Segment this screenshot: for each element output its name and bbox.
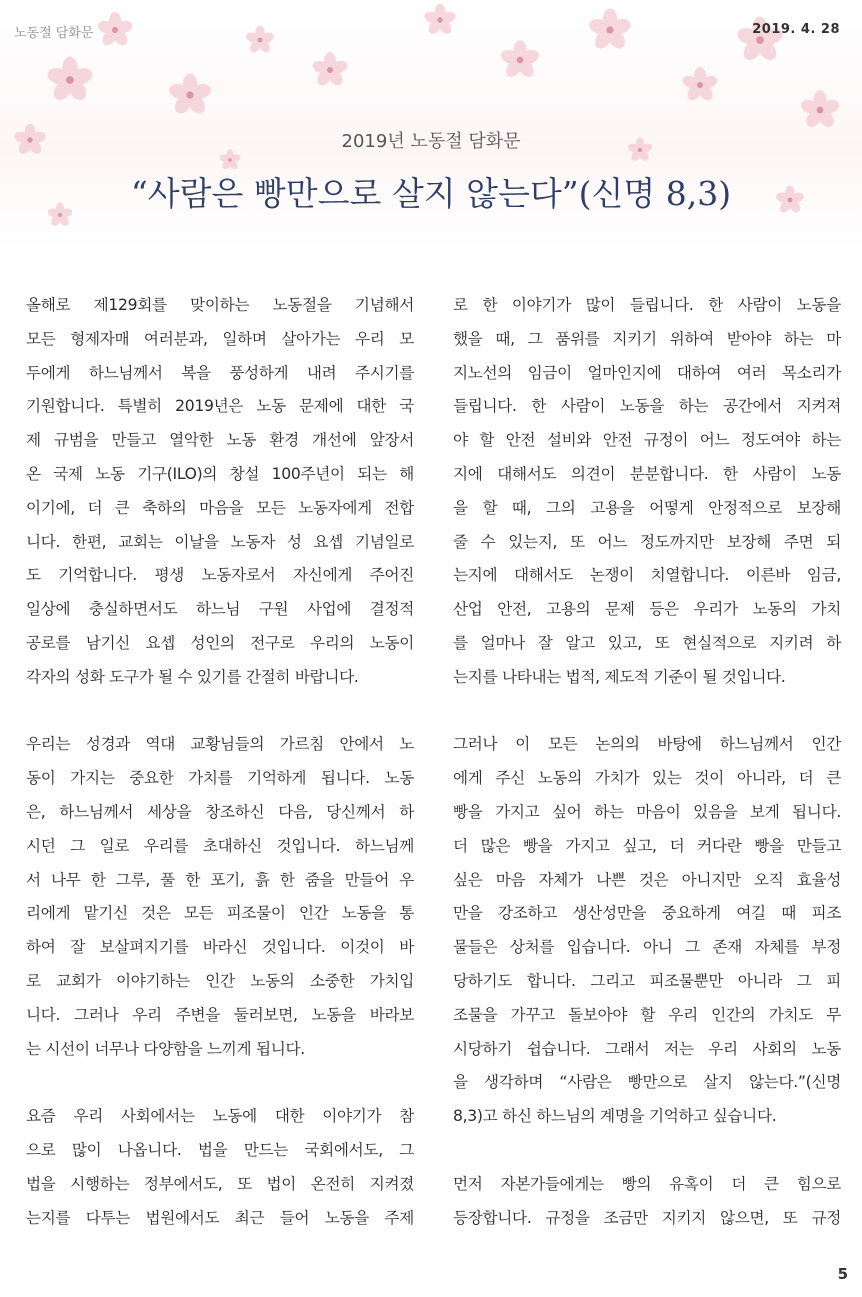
text-line: 두에게 하느님께서 복을 풍성하게 내려 주시기를 <box>26 363 414 382</box>
text-line: 시당하기 쉽습니다. 그래서 저는 우리 사회의 노동 <box>453 1039 841 1058</box>
text-line: 는 시선이 너무나 다양함을 느끼게 됩니다. <box>26 1039 305 1058</box>
text-line: 산업 안전, 고용의 문제 등은 우리가 노동의 가치 <box>453 600 841 619</box>
text-line: 을 할 때, 그의 고용을 어떻게 안정적으로 보장해 <box>453 498 841 517</box>
text-line: 줄 수 있는지, 또 어느 정도까지만 보장해 주면 되 <box>453 532 841 551</box>
text-line: 지노선의 임금이 얼마인지에 대하여 여러 목소리가 <box>453 363 841 382</box>
text-line: 들립니다. 한 사람이 노동을 하는 공간에서 지켜져 <box>453 397 841 416</box>
article-title: “사람은 빵만으로 살지 않는다”(신명 8,3) <box>130 174 732 213</box>
text-line: 빵을 가지고 싶어 하는 마음이 있음을 보게 됩니다. <box>453 802 841 821</box>
text-line: 도 기억합니다. 평생 노동자로서 자신에게 주어진 <box>26 566 414 585</box>
text-line: 를 얼마나 잘 알고 있고, 또 현실적으로 지키려 하 <box>453 633 841 652</box>
text-line: 일상에 충실하면서도 하느님 구원 사업에 결정적 <box>26 600 414 619</box>
text-line: 하여 잘 보살펴지기를 바라신 것입니다. 이것이 바 <box>26 938 414 957</box>
text-line: 만을 강조하고 생산성만을 중요하게 여길 때 피조 <box>453 904 841 923</box>
text-line <box>453 695 841 729</box>
text-line: 로 교회가 이야기하는 인간 노동의 소중한 가치입 <box>26 971 414 990</box>
text-line: 요즘 우리 사회에서는 노동에 대한 이야기가 참 <box>26 1107 414 1126</box>
text-line: 했을 때, 그 품위를 지키기 위하여 받아야 하는 마 <box>453 329 841 348</box>
text-line: 8,3)고 하신 하느님의 계명을 기억하고 싶습니다. <box>453 1107 777 1126</box>
text-line: 은, 하느님께서 세상을 창조하신 다음, 당신께서 하 <box>26 802 414 821</box>
text-line: 니다. 한편, 교회는 이날을 노동자 성 요셉 기념일로 <box>26 532 414 551</box>
text-line: 먼저 자본가들에게는 빵의 유혹이 더 큰 힘으로 <box>453 1174 841 1193</box>
text-line: 는지를 다투는 법원에서도 최근 들어 노동을 주제 <box>26 1208 414 1227</box>
text-line: 으로 많이 나옵니다. 법을 만드는 국회에서도, 그 <box>26 1140 414 1159</box>
left-text-column <box>26 289 414 1235</box>
text-line: 법을 시행하는 정부에서도, 또 법이 온전히 지켜졌 <box>26 1174 414 1193</box>
running-header-title: 노동절 담화문 <box>14 26 94 41</box>
text-line: 동이 가지는 중요한 가치를 기억하게 됩니다. 노동 <box>26 769 414 788</box>
text-line <box>453 1134 841 1168</box>
text-line: 조물을 가꾸고 돌보아야 할 우리 인간의 가치도 무 <box>453 1005 841 1024</box>
text-line: 기원합니다. 특별히 2019년은 노동 문제에 대한 국 <box>26 397 414 416</box>
text-line: 에게 주신 노동의 가치가 있는 것이 아니라, 더 큰 <box>453 769 841 788</box>
text-line: 물들은 상처를 입습니다. 아니 그 존재 자체를 부정 <box>453 938 841 957</box>
text-line: 야 할 안전 설비와 안전 규정이 어느 정도여야 하는 <box>453 431 841 450</box>
text-line: 는지에 대해서도 논쟁이 치열합니다. 이른바 임금, <box>453 566 841 585</box>
text-line: 제 규범을 만들고 열악한 노동 환경 개선에 앞장서 <box>26 431 414 450</box>
text-line: 더 많은 빵을 가지고 싶고, 더 커다란 빵을 만들고 <box>453 836 841 855</box>
text-line: 리에게 맡기신 것은 모든 피조물이 인간 노동을 통 <box>26 904 414 923</box>
text-line: 지에 대해서도 의견이 분분합니다. 한 사람이 노동 <box>453 464 841 483</box>
header-date: 2019. 4. 28 <box>752 22 840 37</box>
text-line: 는지를 나타내는 법적, 제도적 기준이 될 것입니다. <box>453 667 786 686</box>
text-line: 온 국제 노동 기구(ILO)의 창설 100주년이 되는 해 <box>26 464 414 483</box>
text-line: 모든 형제자매 여러분과, 일하며 살아가는 우리 모 <box>26 329 414 348</box>
text-line: 올해로 제129회를 맞이하는 노동절을 기념해서 <box>26 296 414 314</box>
text-line: 각자의 성화 도구가 될 수 있기를 간절히 바랍니다. <box>26 667 359 686</box>
text-line: 로 한 이야기가 많이 들립니다. 한 사람이 노동을 <box>453 296 841 314</box>
text-line <box>26 695 414 729</box>
text-line: 니다. 그러나 우리 주변을 둘러보면, 노동을 바라보 <box>26 1005 414 1024</box>
text-line: 공로를 남기신 요셉 성인의 전구로 우리의 노동이 <box>26 633 414 652</box>
text-line: 싶은 마음 자체가 나쁜 것은 아니지만 오직 효율성 <box>453 870 841 889</box>
text-line: 우리는 성경과 역대 교황님들의 가르침 안에서 노 <box>26 735 414 754</box>
text-line: 서 나무 한 그루, 풀 한 포기, 흙 한 줌을 만들어 우 <box>26 870 414 889</box>
text-line: 을 생각하며 “사람은 빵만으로 살지 않는다.”(신명 <box>453 1073 841 1092</box>
text-line: 시던 그 일로 우리를 초대하신 것입니다. 하느님께 <box>26 836 414 855</box>
text-line <box>26 1066 414 1100</box>
text-line: 이기에, 더 큰 축하의 마음을 모든 노동자에게 전합 <box>26 498 414 517</box>
page-number: 5 <box>837 1265 848 1283</box>
text-line: 그러나 이 모든 논의의 바탕에 하느님께서 인간 <box>453 735 841 754</box>
article-kicker: 2019년 노동절 담화문 <box>341 131 521 152</box>
text-line: 당하기도 합니다. 그리고 피조물뿐만 아니라 그 피 <box>453 971 841 990</box>
right-text-column <box>453 289 841 1235</box>
text-line: 등장합니다. 규정을 조금만 지키지 않으면, 또 규정 <box>453 1208 841 1227</box>
